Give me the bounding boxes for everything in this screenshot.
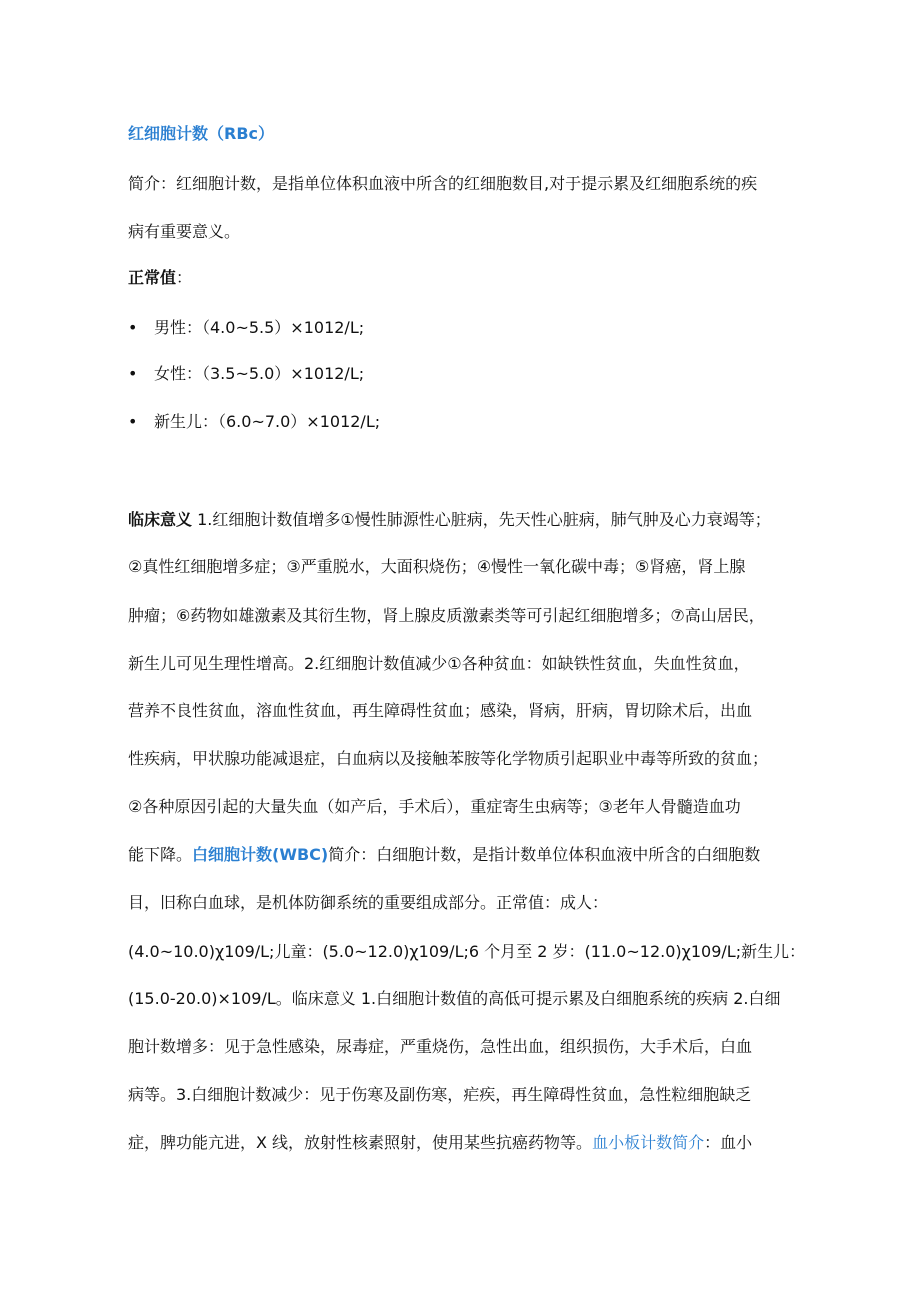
wbc-heading-link[interactable]: 白细胞计数(WBC): [192, 845, 329, 864]
clinical-line-9: 目，旧称白血球，是机体防御系统的重要组成部分。正常值：成人：: [128, 893, 609, 912]
normal-value-text: 女性：（3.5~5.0）×1012∕L;: [154, 364, 365, 383]
normal-value-text: 男性：（4.0~5.5）×1012∕L;: [154, 318, 365, 337]
clinical-line-13: 病等。3.白细胞计数减少：见于伤寒及副伤寒，疟疾，再生障碍性贫血，急性粒细胞缺乏: [128, 1085, 752, 1104]
bullet-icon: •: [128, 364, 138, 383]
clinical-line-3: 肿瘤；⑥药物如雄激素及其衍生物，肾上腺皮质激素类等可引起红细胞增多；⑦高山居民，: [128, 606, 765, 625]
normal-values-label: 正常值: [128, 268, 177, 287]
clinical-line-8: [128, 843, 760, 867]
clinical-line-6: 性疾病，甲状腺功能减退症，白血病以及接触苯胺等化学物质引起职业中毒等所致的贫血；: [128, 749, 769, 768]
clinical-line-2: ②真性红细胞增多症；③严重脱水，大面积烧伤；④慢性一氧化碳中毒；⑤肾癌，肾上腺: [128, 557, 746, 576]
clinical-line-11: (15.0-20.0)×109∕L。临床意义 1.白细胞计数值的高低可提示累及白细胞系统的疾病 2.白细: [128, 989, 781, 1008]
clinical-line-5: 营养不良性贫血，溶血性贫血，再生障碍性贫血；感染，肾病，肝病，胃切除术后，出血: [128, 701, 753, 720]
clinical-line-7: ②各种原因引起的大量失血（如产后，手术后），重症寄生虫病等；③老年人骨髓造血功: [128, 797, 741, 816]
clinical-line-4: 新生儿可见生理性增高。2.红细胞计数值减少①各种贫血：如缺铁性贫血，失血性贫血，: [128, 654, 750, 673]
clinical-line-14: [128, 1131, 752, 1155]
rbc-title: 红细胞计数（RBc）: [128, 124, 275, 143]
normal-value-text: 新生儿：（6.0~7.0）×1012∕L;: [154, 412, 381, 431]
platelet-heading-link[interactable]: 血小板计数简介: [592, 1133, 705, 1152]
clinical-line-8-post: 简介：白细胞计数，是指计数单位体积血液中所含的白细胞数: [328, 845, 761, 864]
clinical-line-10: (4.0~10.0)χ109∕L;儿童：(5.0~12.0)χ109∕L;6 个月至 2 岁：(11.0~12.0)χ109∕L;新生儿：: [128, 942, 806, 961]
bullet-icon: •: [128, 318, 138, 337]
clinical-significance-label: 临床意义: [128, 510, 193, 529]
bullet-icon: •: [128, 412, 138, 431]
clinical-line-14-post: ：血小: [704, 1133, 753, 1152]
rbc-intro-line-1: 简介：红细胞计数，是指单位体积血液中所含的红细胞数目,对于提示累及红细胞系统的疾: [128, 174, 758, 193]
clinical-line-1: [128, 508, 771, 532]
clinical-line-12: 胞计数增多：见于急性感染，尿毒症，严重烧伤，急性出血，组织损伤，大手术后，白血: [128, 1037, 753, 1056]
clinical-line-14-pre: 症，脾功能亢进，X 线，放射性核素照射，使用某些抗癌药物等。: [128, 1133, 593, 1152]
normal-values-colon: ：: [176, 268, 193, 287]
clinical-line-8-pre: 能下降。: [128, 845, 193, 864]
rbc-intro-line-2: 病有重要意义。: [128, 222, 241, 241]
normal-values-heading: [128, 266, 192, 290]
clinical-line-1-text: 1.红细胞计数值增多①慢性肺源性心脏病，先天性心脏病，肺气肿及心力衰竭等；: [192, 510, 771, 529]
